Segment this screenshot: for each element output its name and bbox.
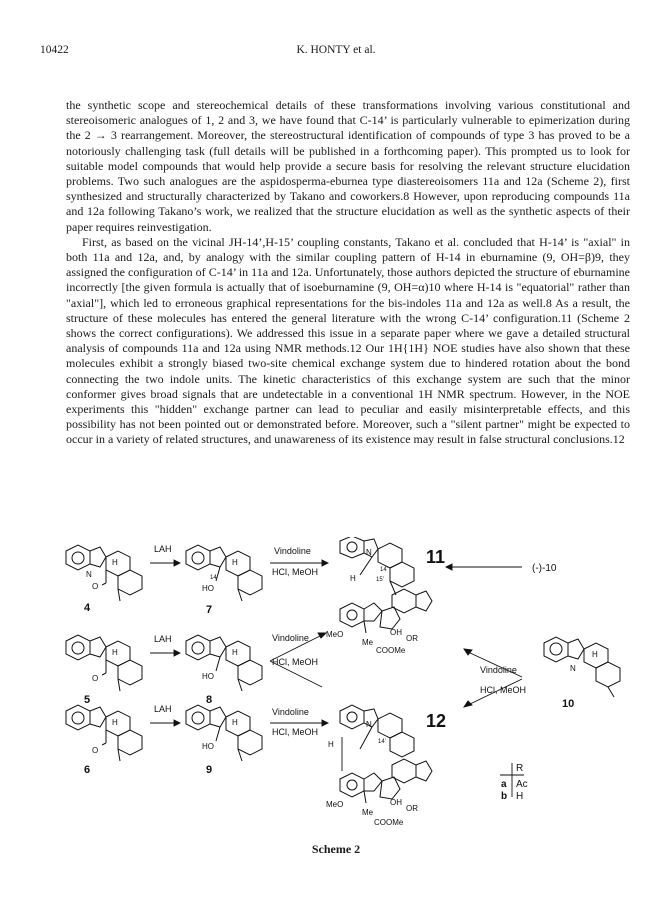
atom-h-12: H xyxy=(328,740,334,749)
scheme-caption: Scheme 2 xyxy=(311,842,361,856)
r-table-header: R xyxy=(516,763,524,774)
structure-11 xyxy=(340,537,432,633)
reagent-lah-2: LAH xyxy=(154,634,172,644)
structure-12 xyxy=(340,705,432,803)
structure-9 xyxy=(186,705,262,761)
reagent-vindoline-4: Vindoline xyxy=(480,665,517,675)
atom-14-7: 14 xyxy=(210,575,217,581)
structure-5 xyxy=(66,635,142,691)
reagent-vindoline-2: Vindoline xyxy=(272,633,309,643)
atom-h-7: H xyxy=(232,558,238,567)
atom-h-10: H xyxy=(592,650,598,659)
atom-meo-12: MeO xyxy=(326,800,344,809)
compound-9-label: 9 xyxy=(206,764,213,776)
reagent-vindoline-1: Vindoline xyxy=(274,546,311,556)
atom-o-4: O xyxy=(92,582,99,591)
atom-n-10: N xyxy=(570,664,576,673)
atom-15p-11: 15’ xyxy=(376,577,385,583)
r-table-key-a: a xyxy=(501,779,507,790)
body-text xyxy=(66,98,630,448)
atom-h-4: H xyxy=(112,558,118,567)
reagent-lah-1: LAH xyxy=(154,544,172,554)
atom-14p-12: 14’ xyxy=(378,739,387,745)
running-head: K. HONTY et al. xyxy=(296,44,376,56)
atom-or-12: OR xyxy=(406,804,418,813)
compound-7-label: 7 xyxy=(206,604,213,616)
reagent-vindoline-3: Vindoline xyxy=(272,707,309,717)
atom-h-5: H xyxy=(112,648,118,657)
compound-12-label: 12 xyxy=(426,711,447,731)
reagent-acid-3: HCl, MeOH xyxy=(272,727,319,737)
atom-or-11: OR xyxy=(406,634,418,643)
structure-10 xyxy=(544,637,620,697)
reagent-lah-3: LAH xyxy=(154,704,172,714)
compound-6-label: 6 xyxy=(84,764,91,776)
atom-h-11: H xyxy=(350,574,356,583)
structure-8 xyxy=(186,635,262,691)
atom-o-5: O xyxy=(92,674,99,683)
atom-n-4: N xyxy=(86,570,92,579)
atom-n-11: N xyxy=(366,548,372,557)
atom-h-6: H xyxy=(112,718,118,727)
compound-4-label: 4 xyxy=(84,602,91,614)
r-table-value-a: Ac xyxy=(516,779,528,790)
reagent-acid-2: HCl, MeOH xyxy=(272,657,319,667)
atom-me-11: Me xyxy=(362,638,374,647)
atom-o-6: O xyxy=(92,746,99,755)
atom-meo-11: MeO xyxy=(326,630,344,639)
paragraph-2: First, as based on the vicinal JH-14’,H-15’ coupling constants, Takano et al. concluded that H-14’ is "axial" in both 11a and 12a, and, by analogy with the similar coupling pattern of H-14 in eburnamine (9, OH=β)9, they assigned the configuration of C-14’ in 11a and 12a. Unfortunately, those authors depicted the structure of eburnamine incorrectly [the given formula is actually that of isoeburnamine (9, OH=α)10 where H-14 is "equatorial" rather than "axial"], which led to erroneous graphical representations for the bis-indoles 11a and 12a as well.8 As a result, the structure of these molecules has entered the general literature with the wrong C-14’ configuration.11 (Scheme 2 shows the correct configurations). We addressed this issue in a separate paper where we gave a detailed structural analysis of compounds 11a and 12a using NMR methods.12 Our 1H{1H} NOE studies have also shown that these molecules exhibit a strongly biased two-site chemical exchange system due to hindered rotation about the bond connecting the two indole units. The kinetic characteristics of this exchange system are such that the minor conformer gives broad signals that are undetectable in a conventional 1H NMR spectrum. However, in the NOE experiments this "hidden" exchange partner can lead to peculiar and easily misinterpretable effects, and this possibility has not been pointed out or demonstrated before. Moreover, such a "silent partner" might be expected to occur in a variety of related structures, and unawareness of its existence may result in false structural conclusions.12 xyxy=(66,234,630,447)
compound-8-label: 8 xyxy=(206,694,213,706)
page-number: 10422 xyxy=(40,44,69,56)
atom-coome-12: COOMe xyxy=(374,818,404,827)
atom-oh-12: OH xyxy=(390,798,402,807)
atom-h-8: H xyxy=(232,648,238,657)
atom-n-12: N xyxy=(366,720,372,729)
compound-5-label: 5 xyxy=(84,694,91,706)
compound-11-label: 11 xyxy=(426,547,446,567)
reagent-acid-4: HCl, MeOH xyxy=(480,685,527,695)
atom-ho-7: HO xyxy=(202,584,214,593)
r-table-key-b: b xyxy=(501,791,508,802)
r-table-value-b: H xyxy=(516,791,524,802)
structure-7 xyxy=(186,545,262,601)
compound-10-label: 10 xyxy=(562,698,575,710)
atom-14p-11: 14’ xyxy=(380,567,389,573)
structure-6 xyxy=(66,705,142,761)
reagent-acid-1: HCl, MeOH xyxy=(272,567,319,577)
compound-10-source-label: (-)-10 xyxy=(532,563,557,574)
structure-4 xyxy=(66,545,142,601)
scheme-2-figure xyxy=(60,537,640,837)
atom-ho-9: HO xyxy=(202,742,214,751)
atom-oh-11: OH xyxy=(390,628,402,637)
atom-ho-8: HO xyxy=(202,672,214,681)
paragraph-1: the synthetic scope and stereochemical details of these transformations involving various constitutional and stereoisomeric analogues of 1, 2 and 3, we have found that C-14’ is particularly vulnerable to epimerization during the 2 → 3 rearrangement. Moreover, the stereostructural identification of compounds of type 3 has proved to be a notoriously challenging task (full details will be published in a forthcoming paper). This prompted us to look for suitable model compounds that would help provide a secure basis for resolving the relevant structure elucidation problems. Two such analogues are the aspidosperma-eburnea type diastereoisomers 11a and 12a (Scheme 2), first synthesized and structurally characterized by Takano and coworkers.8 However, upon reproducing compounds 11a and 12a following Takano’s work, we realized that the structure elucidation as well as the synthetic aspects of their paper requires reinvestigation. xyxy=(66,98,630,234)
atom-coome-11: COOMe xyxy=(376,646,406,655)
atom-me-12: Me xyxy=(362,808,374,817)
atom-h-9: H xyxy=(232,718,238,727)
